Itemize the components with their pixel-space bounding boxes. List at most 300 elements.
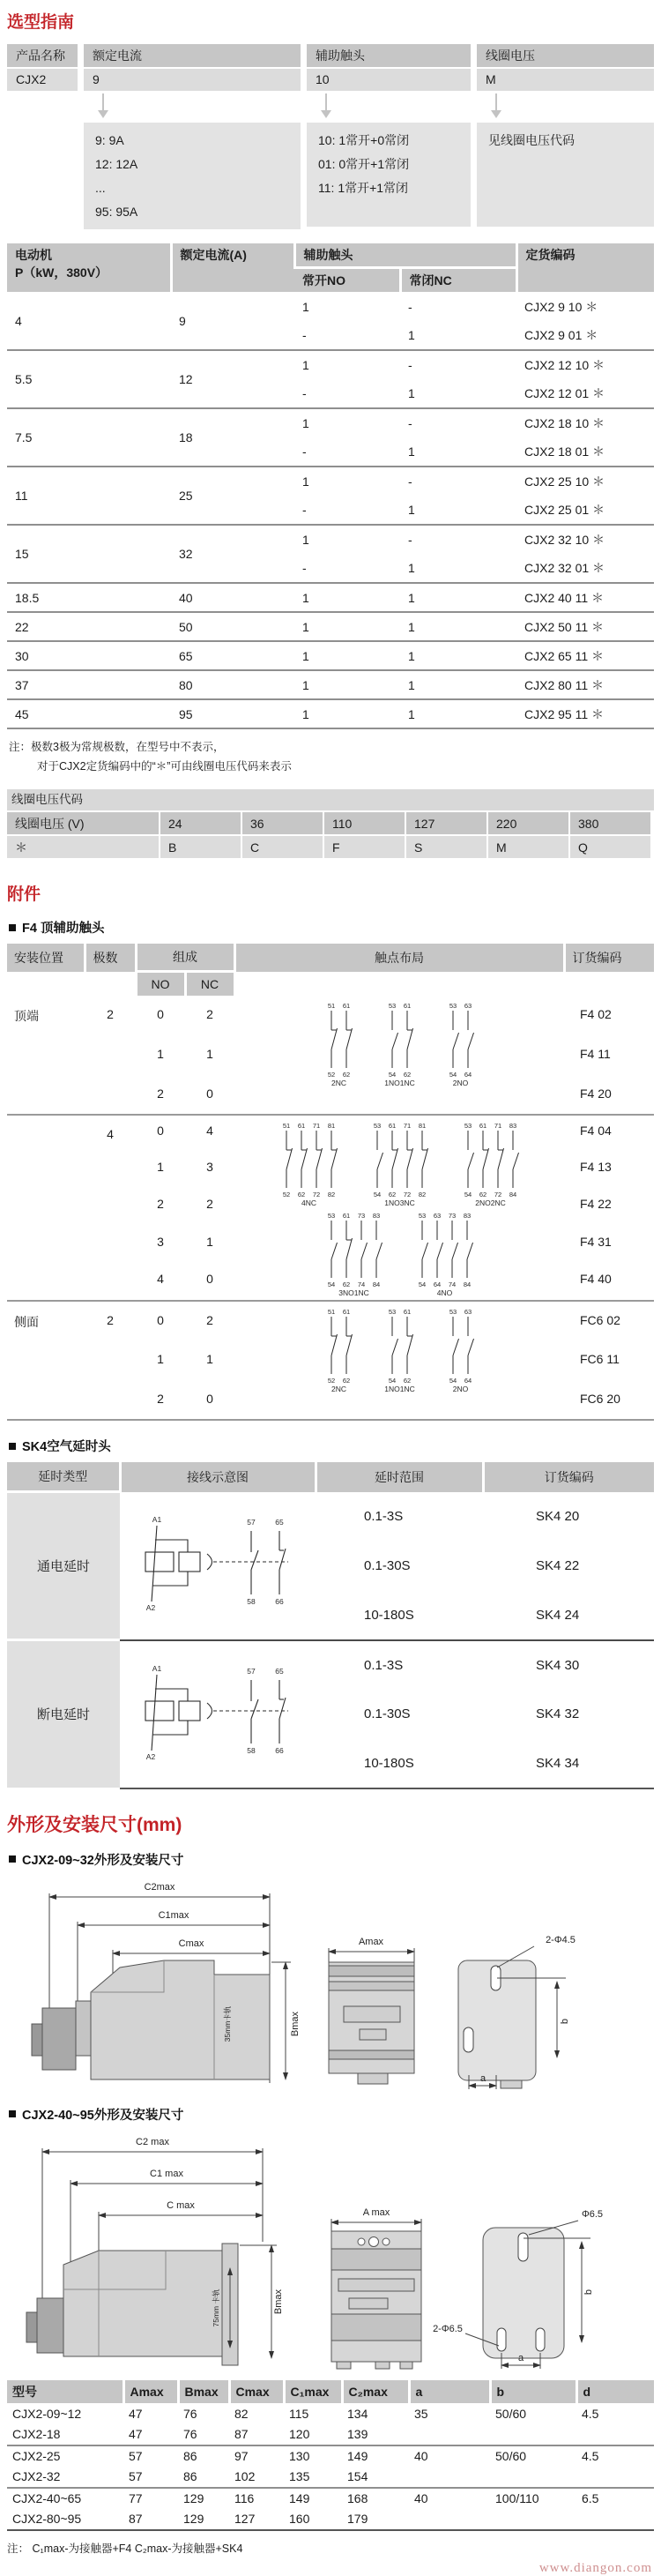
nc-count-cell: 1	[408, 503, 415, 517]
svg-text:84: 84	[509, 1191, 516, 1198]
contact-diagram-row	[235, 1305, 563, 1395]
svg-text:51: 51	[282, 1122, 290, 1130]
motor-power-cell: 18.5	[15, 590, 40, 605]
delay-type-cell: 通电延时	[7, 1492, 120, 1640]
no-count-cell: 1	[302, 358, 309, 372]
coil-code-row	[7, 836, 650, 858]
svg-text:61: 61	[342, 1308, 350, 1316]
note-line: 01: 0常开+1常闭	[318, 157, 410, 171]
header-nc: 常闭NC	[400, 268, 516, 293]
dim-value-cell: 35	[414, 2406, 428, 2421]
svg-text:52: 52	[327, 1071, 335, 1079]
dim-label-holes-bottom: 2-Φ6.5	[433, 2323, 463, 2334]
svg-text:61: 61	[479, 1122, 486, 1130]
main-table-row	[7, 408, 654, 437]
rated-current-cell: 50	[179, 619, 193, 634]
order-code-cell: CJX2 9 01 ＊	[524, 328, 598, 342]
poles-cell: 2	[107, 1313, 114, 1327]
svg-text:81: 81	[327, 1122, 335, 1130]
coil-voltage-label: 线圈电压 (V)	[7, 812, 159, 834]
svg-text:54: 54	[418, 1281, 427, 1288]
dim-label-b: b	[583, 2289, 594, 2295]
svg-text:73: 73	[448, 1212, 457, 1220]
dim-label-amax: Amax	[358, 1936, 384, 1947]
dim-value-cell: 57	[129, 2449, 143, 2463]
dim-value-cell: 100/110	[495, 2491, 539, 2505]
dims-row	[7, 2424, 654, 2445]
svg-text:54: 54	[388, 1377, 396, 1385]
ordering-guide	[7, 44, 654, 229]
svg-text:84: 84	[463, 1281, 472, 1288]
delay-type-cell: 断电延时	[7, 1640, 120, 1788]
svg-text:1NO1NC: 1NO1NC	[383, 1079, 415, 1087]
coil-voltage-value: 110	[324, 812, 405, 834]
no-count-cell: 3	[157, 1234, 164, 1249]
svg-text:61: 61	[403, 1002, 411, 1010]
header-aux-contacts: 辅助触头	[294, 243, 516, 268]
svg-text:52: 52	[327, 1377, 335, 1385]
column-value: 9	[84, 69, 301, 91]
svg-text:51: 51	[327, 1002, 335, 1010]
dim-value-cell: 86	[183, 2449, 197, 2463]
svg-text:73: 73	[357, 1212, 366, 1220]
selection-table	[7, 243, 654, 729]
dims-table-body	[7, 2403, 654, 2530]
contact-diagram	[438, 999, 483, 1089]
coil-code-letter: B	[160, 836, 241, 858]
order-code-cell: FC6 20	[580, 1392, 620, 1406]
svg-text:A2: A2	[145, 1751, 156, 1761]
main-table-row	[7, 525, 654, 554]
sk4-subtitle-label: SK4空气延时头	[22, 1440, 111, 1454]
dim-label-amax: A max	[362, 2206, 390, 2218]
svg-text:54: 54	[373, 1191, 381, 1198]
svg-text:83: 83	[509, 1122, 516, 1130]
motor-power-cell: 15	[15, 547, 29, 561]
poles-cell: 4	[107, 1127, 114, 1141]
main-table-row	[7, 612, 654, 641]
header-motor	[7, 243, 171, 292]
note-line: 95: 95A	[95, 205, 138, 219]
column-value: M	[477, 69, 654, 91]
model-cell: CJX2-25	[12, 2449, 61, 2463]
coil-voltage-value: 36	[242, 812, 323, 834]
no-count-cell: 1	[302, 474, 309, 489]
sk4-group	[7, 1492, 654, 1640]
header-nc: NC	[185, 972, 234, 997]
svg-text:71: 71	[312, 1122, 320, 1130]
svg-text:66: 66	[275, 1745, 284, 1755]
no-count-cell: 1	[302, 706, 309, 721]
contact-diagram-row	[235, 1209, 563, 1299]
svg-text:53: 53	[388, 1002, 396, 1010]
f4-row	[7, 1115, 654, 1152]
header-order-code: 订货编码	[483, 1462, 654, 1492]
f4-group	[7, 1115, 654, 1301]
dim-value-cell: 76	[183, 2406, 197, 2421]
dim-value-cell: 120	[284, 2424, 342, 2445]
order-code-cell: CJX2 12 10 ＊	[524, 358, 605, 372]
section-title-selection-guide: 选型指南	[7, 13, 75, 32]
dims-header-cell: C₂max	[342, 2380, 409, 2403]
dims-row	[7, 2467, 654, 2488]
coil-code-letter: S	[406, 836, 486, 858]
dim-value-cell	[409, 2467, 490, 2488]
rated-current-cell: 32	[179, 547, 193, 561]
main-table-row	[7, 583, 654, 612]
svg-text:72: 72	[403, 1191, 411, 1198]
svg-text:58: 58	[247, 1745, 256, 1755]
header-no: 常开NO	[294, 268, 400, 293]
coil-code-star: ＊	[7, 836, 159, 858]
rated-current-cell: 25	[179, 489, 193, 503]
svg-text:53: 53	[327, 1212, 336, 1220]
svg-text:83: 83	[372, 1212, 381, 1220]
order-code-cell: F4 02	[580, 1007, 612, 1021]
no-count-cell: -	[302, 503, 307, 517]
nc-count-cell: 2	[206, 1197, 213, 1212]
f4-row	[7, 996, 654, 1035]
svg-text:54: 54	[449, 1377, 457, 1385]
header-wiring-diagram: 接线示意图	[120, 1462, 316, 1492]
coil-code-letter: C	[242, 836, 323, 858]
dim-label-cmax: Cmax	[178, 1938, 204, 1949]
dim-value-cell	[576, 2424, 654, 2445]
header-delay-type: 延时类型	[7, 1462, 120, 1492]
dim-value-cell: 77	[129, 2491, 143, 2505]
dim-label-c2max: C2max	[144, 1881, 175, 1893]
no-count-cell: -	[302, 561, 307, 575]
coil-code-letter: F	[324, 836, 405, 858]
order-code-cell: CJX2 80 11 ＊	[524, 677, 605, 692]
no-count-cell: -	[302, 444, 307, 459]
nc-count-cell: -	[408, 533, 412, 547]
header-no: NO	[136, 972, 185, 997]
note-line: 10: 1常开+0常闭	[318, 133, 410, 147]
order-code-cell: CJX2 40 11 ＊	[524, 590, 605, 605]
dim-label-a: a	[517, 2352, 524, 2363]
svg-text:53: 53	[373, 1122, 381, 1130]
dims-subtitle-2-label: CJX2-40~95外形及安装尺寸	[22, 2108, 184, 2123]
nc-count-cell: 1	[206, 1047, 213, 1061]
order-code-cell: FC6 11	[580, 1352, 620, 1366]
f4-subtitle	[9, 918, 654, 937]
bullet-square-icon	[9, 924, 16, 931]
dim-value-cell: 160	[284, 2509, 342, 2530]
dim-value-cell: 102	[229, 2467, 284, 2488]
svg-text:54: 54	[388, 1071, 396, 1079]
dim-value-cell: 127	[229, 2509, 284, 2530]
sk4-row	[7, 1640, 654, 1690]
coil-code-letter: Q	[570, 836, 650, 858]
svg-text:2NC: 2NC	[330, 1079, 346, 1087]
nc-count-cell: 1	[408, 386, 415, 400]
model-cell: CJX2-09~12	[12, 2406, 82, 2421]
svg-text:71: 71	[403, 1122, 411, 1130]
order-code-cell: F4 20	[580, 1086, 612, 1101]
svg-text:62: 62	[479, 1191, 486, 1198]
main-table-row	[7, 292, 654, 321]
wiring-diagram-cell	[120, 1492, 316, 1640]
contact-layout-cell	[234, 996, 564, 1115]
ordering-guide-column-aux	[307, 44, 471, 229]
nc-count-cell: 1	[408, 561, 415, 575]
order-code-cell: F4 31	[580, 1234, 612, 1249]
dims-header-cell: Amax	[123, 2380, 178, 2403]
nc-count-cell: 1	[408, 590, 415, 605]
main-table-group	[7, 350, 654, 408]
header-spacer	[234, 972, 564, 997]
coil-voltage-value: 127	[406, 812, 486, 834]
dims-header-cell: C₁max	[284, 2380, 342, 2403]
header-spacer	[564, 972, 654, 997]
no-count-cell: 0	[157, 1313, 164, 1327]
svg-text:66: 66	[275, 1597, 284, 1606]
svg-text:2NC: 2NC	[330, 1385, 346, 1393]
no-count-cell: 0	[157, 1007, 164, 1021]
coil-voltage-value: 220	[488, 812, 568, 834]
column-header: 产品名称	[7, 44, 78, 67]
contact-diagram	[377, 999, 422, 1089]
svg-text:A1: A1	[152, 1515, 162, 1524]
svg-text:74: 74	[357, 1281, 366, 1288]
order-code-cell: SK4 20	[536, 1509, 580, 1524]
dims-header-cell: 型号	[7, 2380, 123, 2403]
order-code-cell: FC6 02	[580, 1313, 620, 1327]
down-arrow-icon	[307, 91, 471, 123]
motor-power-cell: 22	[15, 619, 29, 634]
svg-text:64: 64	[433, 1281, 442, 1288]
svg-text:53: 53	[388, 1308, 396, 1316]
svg-text:1NO1NC: 1NO1NC	[383, 1385, 415, 1393]
dim-value-cell: 179	[342, 2509, 409, 2530]
outline-drawing-cjx2-40-95	[7, 2131, 654, 2372]
order-code-cell: CJX2 32 01 ＊	[524, 561, 605, 575]
no-count-cell: 1	[302, 590, 309, 605]
contact-diagram	[316, 1209, 391, 1299]
ordering-guide-column-coil	[477, 44, 654, 229]
rated-current-cell: 95	[179, 706, 193, 721]
order-code-cell: SK4 24	[536, 1607, 580, 1623]
svg-text:62: 62	[297, 1191, 305, 1198]
dim-label-cmax: C max	[167, 2199, 195, 2211]
svg-text:4NO: 4NO	[436, 1288, 453, 1297]
nc-count-cell: 1	[408, 619, 415, 634]
down-arrow-icon	[84, 91, 301, 123]
nc-count-cell: 1	[408, 677, 415, 692]
main-table-group	[7, 467, 654, 525]
dim-label-a: a	[479, 2072, 486, 2084]
header-mount-position: 安装位置	[7, 944, 85, 972]
dims-header-cell: Bmax	[178, 2380, 229, 2403]
svg-text:54: 54	[449, 1071, 457, 1079]
header-spacer	[7, 972, 85, 997]
column-header: 辅助触头	[307, 44, 471, 67]
order-code-cell: CJX2 25 01 ＊	[524, 503, 605, 517]
contact-layout-cell	[234, 1115, 564, 1301]
svg-text:63: 63	[464, 1308, 472, 1316]
svg-text:82: 82	[327, 1191, 335, 1198]
dim-value-cell	[490, 2467, 576, 2488]
dim-value-cell: 135	[284, 2467, 342, 2488]
svg-text:2NO: 2NO	[452, 1385, 468, 1393]
main-table-row	[7, 699, 654, 728]
svg-text:65: 65	[275, 1518, 284, 1527]
nc-count-cell: 2	[206, 1313, 213, 1327]
order-code-cell: CJX2 9 10 ＊	[524, 299, 598, 314]
dim-value-cell	[409, 2509, 490, 2530]
main-table-group	[7, 641, 654, 670]
nc-count-cell: 4	[206, 1124, 213, 1138]
dims-row	[7, 2445, 654, 2467]
nc-count-cell: 3	[206, 1160, 213, 1175]
dims-header-cell: b	[490, 2380, 576, 2403]
outline-drawing-cjx2-09-32	[7, 1876, 654, 2092]
f4-table	[7, 944, 654, 1421]
dim-value-cell: 50/60	[495, 2449, 527, 2463]
nc-count-cell: 0	[206, 1271, 213, 1286]
bullet-square-icon	[9, 2110, 16, 2117]
svg-text:A2: A2	[145, 1603, 156, 1612]
order-code-cell: CJX2 95 11 ＊	[524, 706, 605, 721]
dim-value-cell	[409, 2424, 490, 2445]
section-title-dimensions: 外形及安装尺寸(mm)	[7, 1814, 182, 1835]
model-cell: CJX2-18	[7, 2424, 123, 2445]
nc-count-cell: -	[408, 299, 412, 314]
header-poles: 极数	[85, 944, 136, 972]
svg-text:53: 53	[449, 1002, 457, 1010]
svg-text:82: 82	[418, 1191, 426, 1198]
svg-text:4NC: 4NC	[301, 1198, 316, 1207]
nc-count-cell: -	[408, 358, 412, 372]
svg-text:72: 72	[494, 1191, 501, 1198]
svg-text:58: 58	[247, 1597, 256, 1606]
no-count-cell: -	[302, 386, 307, 400]
svg-text:53: 53	[464, 1122, 472, 1130]
dims-subtitle-2	[9, 2105, 654, 2124]
order-code-cell: CJX2 32 10 ＊	[524, 533, 605, 547]
dim-value-cell: 50/60	[495, 2406, 527, 2421]
sk4-subtitle	[9, 1437, 654, 1455]
header-composition: 组成	[136, 944, 234, 972]
contact-diagram	[438, 1305, 483, 1395]
order-code-cell: CJX2 18 01 ＊	[524, 444, 605, 459]
dim-value-cell: 76	[178, 2424, 229, 2445]
column-value: 10	[307, 69, 471, 91]
delay-range-cell: 10-180S	[364, 1755, 414, 1771]
header-spacer	[85, 972, 136, 997]
main-table-group	[7, 292, 654, 350]
column-notes	[84, 123, 301, 229]
down-arrow-icon	[477, 91, 654, 123]
model-cell: CJX2-80~95	[7, 2509, 123, 2530]
dim-value-cell: 82	[234, 2406, 249, 2421]
selection-note-line1: 注：极数3极为常规极数，在型号中不表示，	[9, 741, 225, 753]
dim-value-cell: 40	[414, 2491, 428, 2505]
svg-text:64: 64	[464, 1071, 472, 1079]
dims-header-cell: a	[409, 2380, 490, 2403]
svg-text:63: 63	[464, 1002, 472, 1010]
order-code-cell: SK4 22	[536, 1558, 580, 1573]
no-count-cell: 1	[302, 299, 309, 314]
dim-label-rail: 35mm卡轨	[223, 2005, 232, 2042]
dim-value-cell: 6.5	[582, 2491, 599, 2505]
main-table-row	[7, 350, 654, 379]
dim-value-cell	[576, 2467, 654, 2488]
order-code-cell: F4 13	[580, 1160, 612, 1175]
dim-value-cell: 115	[289, 2406, 309, 2421]
svg-text:52: 52	[282, 1191, 290, 1198]
svg-text:54: 54	[327, 1281, 336, 1288]
contact-layout-cell	[234, 1301, 564, 1420]
svg-text:71: 71	[494, 1122, 501, 1130]
main-table-row	[7, 670, 654, 699]
mount-position-cell: 顶端	[14, 1009, 39, 1023]
no-count-cell: 1	[302, 677, 309, 692]
header-order-code: 定货编码	[516, 243, 654, 292]
nc-count-cell: -	[408, 474, 412, 489]
sk4-group	[7, 1640, 654, 1788]
poles-cell: 2	[107, 1007, 114, 1021]
svg-text:62: 62	[403, 1071, 411, 1079]
svg-text:62: 62	[342, 1377, 350, 1385]
order-code-cell: F4 11	[580, 1047, 611, 1061]
dim-label-c1max: C1 max	[150, 2168, 183, 2179]
no-count-cell: 1	[157, 1160, 164, 1175]
order-code-cell: CJX2 12 01 ＊	[524, 386, 605, 400]
nc-count-cell: 1	[206, 1352, 213, 1366]
note-line: 9: 9A	[95, 133, 124, 147]
bullet-square-icon	[9, 1443, 16, 1450]
bullet-square-icon	[9, 1855, 16, 1863]
column-header: 线圈电压	[477, 44, 654, 67]
svg-text:2NO2NC: 2NO2NC	[474, 1198, 506, 1207]
nc-count-cell: 0	[206, 1392, 213, 1406]
svg-text:83: 83	[463, 1212, 472, 1220]
motor-power-cell: 45	[15, 706, 29, 721]
main-table-group	[7, 670, 654, 699]
contact-diagram	[377, 1305, 422, 1395]
dim-value-cell: 86	[178, 2467, 229, 2488]
note-line: ...	[95, 181, 106, 195]
coil-code-band-title: 线圈电压代码	[7, 789, 654, 810]
main-table-group	[7, 583, 654, 612]
contact-diagram	[453, 1119, 528, 1209]
svg-text:72: 72	[312, 1191, 320, 1198]
order-code-cell: CJX2 18 10 ＊	[524, 416, 605, 430]
svg-text:63: 63	[433, 1212, 442, 1220]
nc-count-cell: -	[408, 416, 412, 430]
no-count-cell: 2	[157, 1086, 164, 1101]
dim-value-cell: 129	[183, 2491, 204, 2505]
sk4-table-header	[7, 1462, 654, 1492]
order-code-cell: F4 40	[580, 1271, 612, 1286]
dims-subtitle-1-label: CJX2-09~32外形及安装尺寸	[22, 1853, 184, 1868]
contact-diagram	[271, 1119, 346, 1209]
nc-count-cell: 1	[206, 1234, 213, 1249]
contact-diagram-row	[235, 999, 563, 1089]
column-notes	[477, 123, 654, 227]
header-motor-line1: 电动机	[15, 248, 52, 262]
dim-value-cell: 129	[178, 2509, 229, 2530]
svg-text:62: 62	[388, 1191, 396, 1198]
motor-power-cell: 5.5	[15, 372, 33, 386]
selection-note-line2: 对于CJX2定货编码中的“＊”可由线圈电压代码来表示	[37, 760, 292, 773]
svg-text:61: 61	[403, 1308, 411, 1316]
dim-value-cell: 134	[347, 2406, 368, 2421]
header-rated-current: 额定电流(A)	[171, 243, 294, 292]
dim-value-cell: 57	[123, 2467, 178, 2488]
